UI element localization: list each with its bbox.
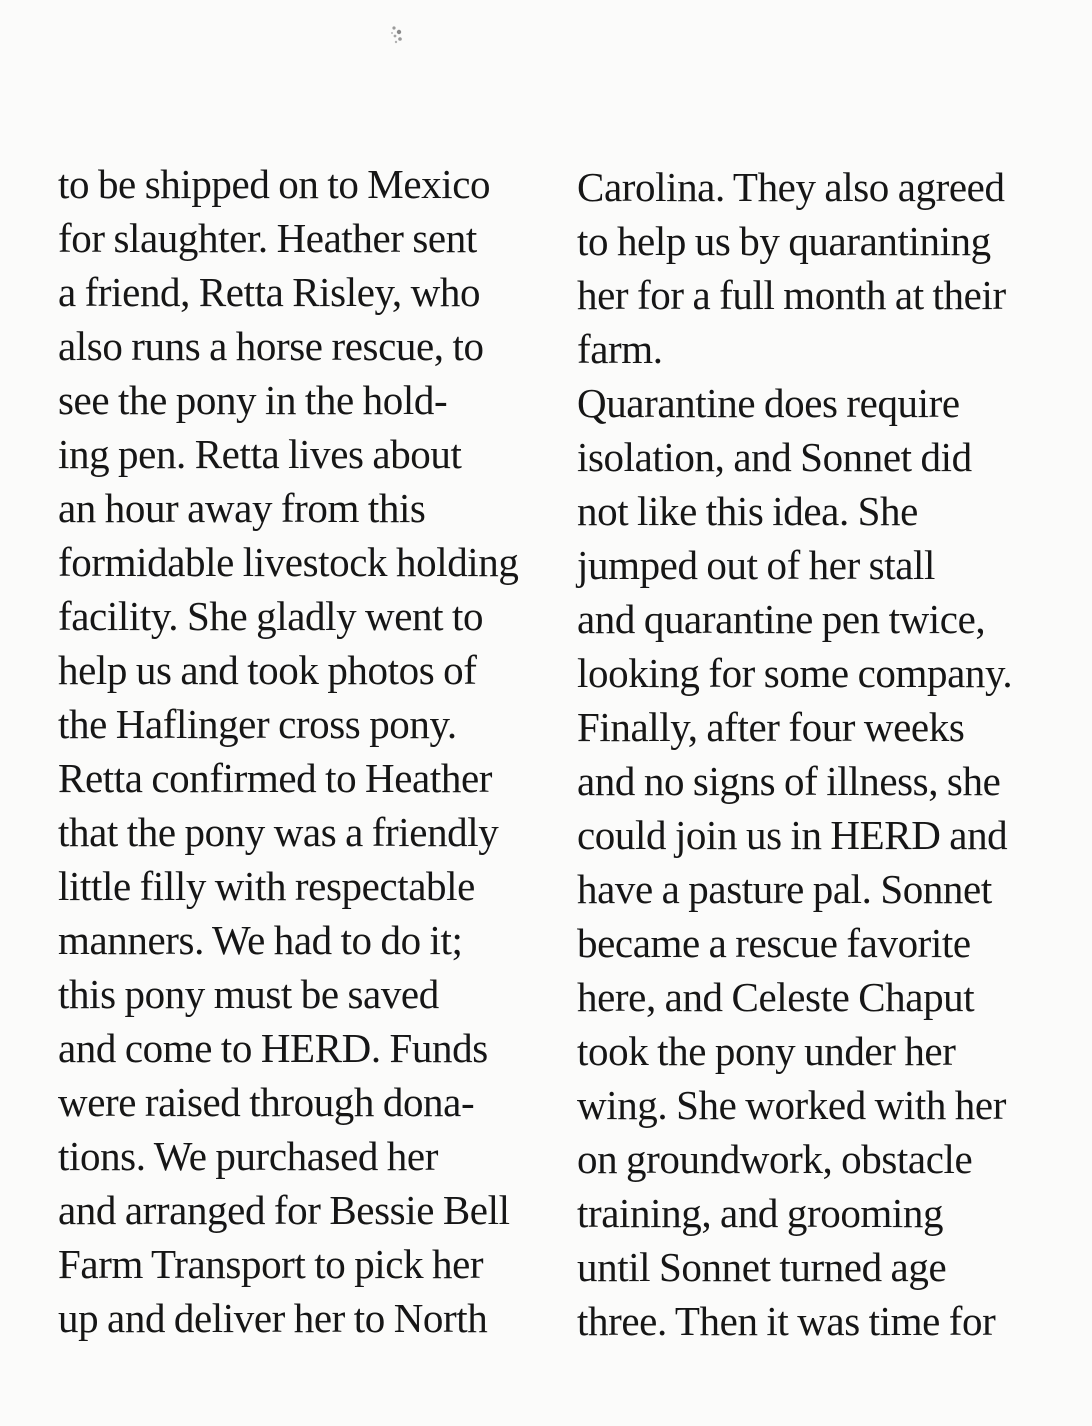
text-line: not like this idea. She (577, 488, 918, 534)
text-line: isolation, and Sonnet did (577, 434, 972, 480)
text-line: have a pasture pal. Sonnet (577, 866, 992, 912)
text-line: Quarantine does require (577, 380, 960, 426)
text-line: Carolina. They also agreed (577, 164, 1005, 210)
text-line: that the pony was a friendly (58, 809, 499, 855)
text-line: on groundwork, obstacle (577, 1136, 973, 1182)
text-line: and quarantine pen twice, (577, 596, 986, 642)
text-line: wing. She worked with her (577, 1082, 1006, 1128)
text-line: her for a full month at their (577, 272, 1006, 318)
text-line: three. Then it was time for (577, 1298, 996, 1344)
text-line: training, and grooming (577, 1190, 944, 1236)
text-line: and come to HERD. Funds (58, 1025, 488, 1071)
text-line: formidable livestock holding (58, 539, 519, 585)
text-line: took the pony under her (577, 1028, 956, 1074)
text-line: to be shipped on to Mexico (58, 161, 491, 207)
text-line: tions. We purchased her (58, 1133, 438, 1179)
print-speck-decoration (386, 22, 408, 48)
text-line: Retta confirmed to Heather (58, 755, 492, 801)
text-line: looking for some company. (577, 650, 1013, 696)
text-line: a friend, Retta Risley, who (58, 269, 481, 315)
text-line: were raised through dona- (58, 1079, 475, 1125)
text-line: jumped out of her stall (577, 542, 936, 588)
text-line: manners. We had to do it; (58, 917, 463, 963)
text-line: little filly with respectable (58, 863, 475, 909)
text-line: Finally, after four weeks (577, 704, 965, 750)
text-line: here, and Celeste Chaput (577, 974, 975, 1020)
text-line: also runs a horse rescue, to (58, 323, 484, 369)
text-line: for slaughter. Heather sent (58, 215, 477, 261)
text-line: until Sonnet turned age (577, 1244, 947, 1290)
text-line: facility. She gladly went to (58, 593, 484, 639)
text-column-left (58, 157, 548, 1345)
text-line: up and deliver her to North (58, 1295, 488, 1341)
text-line: this pony must be saved (58, 971, 439, 1017)
text-line: help us and took photos of (58, 647, 477, 693)
text-line: farm. (577, 326, 663, 372)
text-line: the Haflinger cross pony. (58, 701, 457, 747)
text-line: ing pen. Retta lives about (58, 431, 462, 477)
text-line: to help us by quarantining (577, 218, 991, 264)
text-line: became a rescue favorite (577, 920, 971, 966)
text-line: see the pony in the hold- (58, 377, 448, 423)
text-line: could join us in HERD and (577, 812, 1008, 858)
text-column-right (577, 160, 1077, 1348)
text-line: and arranged for Bessie Bell (58, 1187, 510, 1233)
text-line: and no signs of illness, she (577, 758, 1001, 804)
text-line: Farm Transport to pick her (58, 1241, 484, 1287)
text-line: an hour away from this (58, 485, 426, 531)
